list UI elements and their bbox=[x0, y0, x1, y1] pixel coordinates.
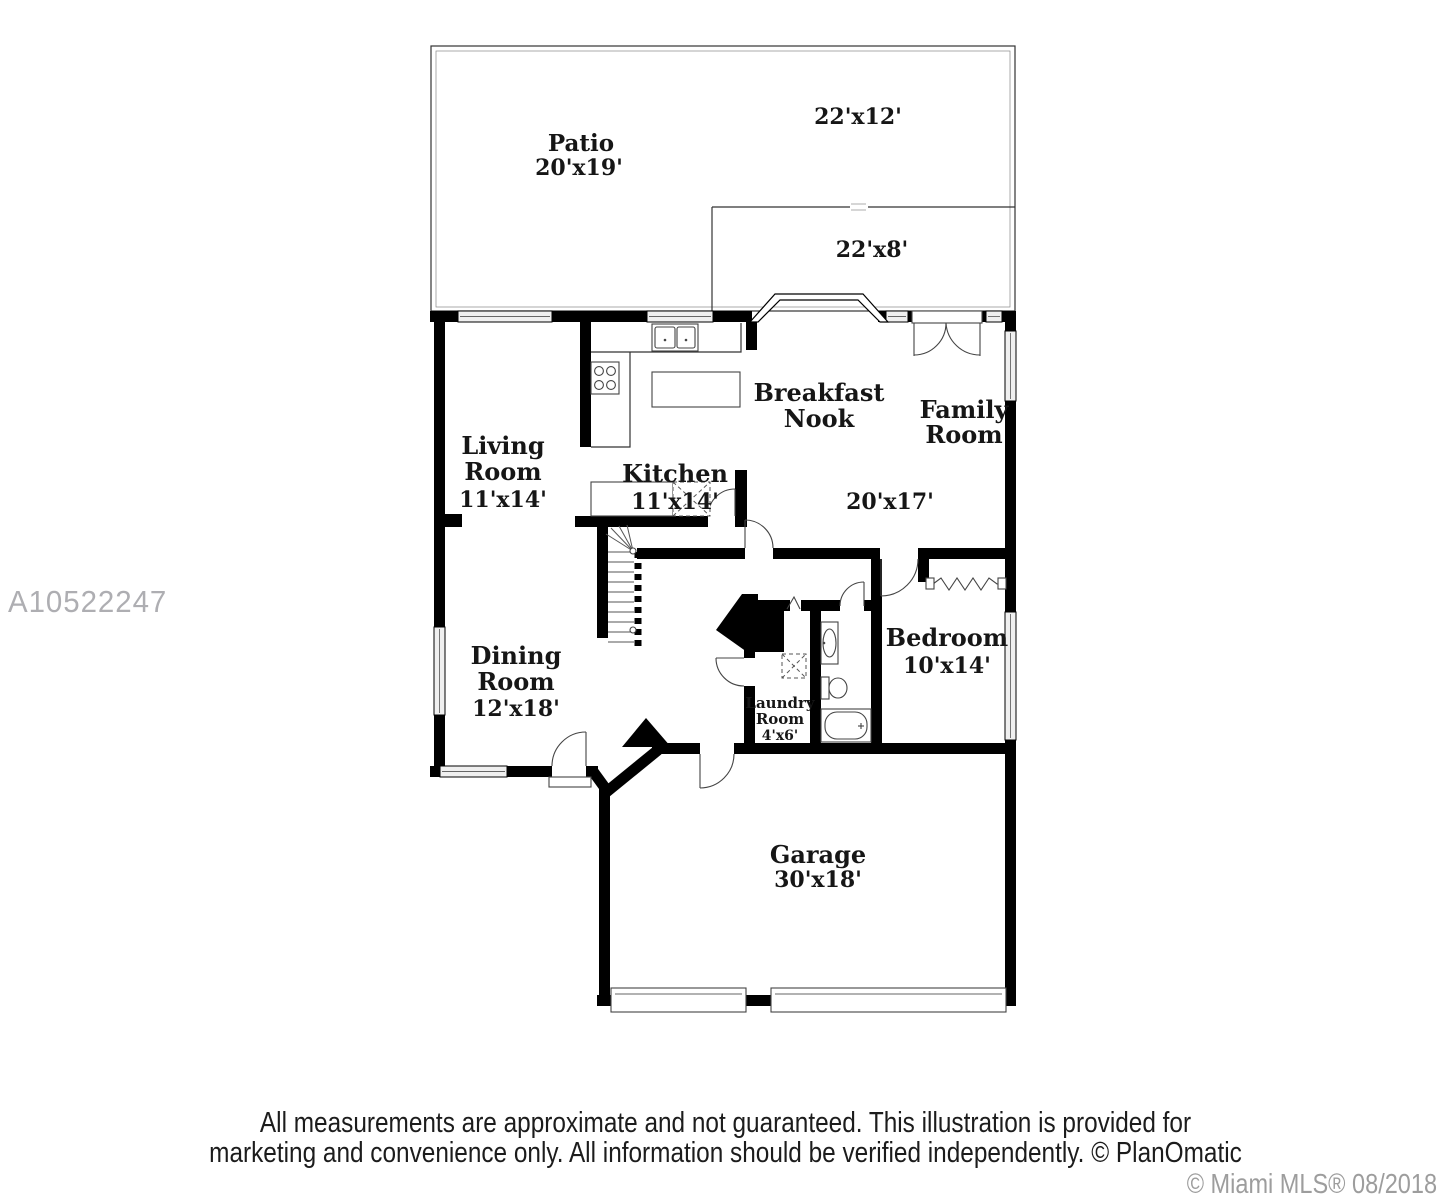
laundry-door bbox=[716, 658, 744, 686]
bedroom-dims: 10'x14' bbox=[903, 653, 991, 679]
family-room-label: Family bbox=[919, 395, 1009, 424]
breakfast-nook-label: Nook bbox=[783, 404, 855, 433]
window bbox=[434, 627, 445, 715]
stove bbox=[591, 362, 619, 394]
garage-entry-door bbox=[700, 754, 734, 788]
bedroom-label: Bedroom bbox=[885, 623, 1009, 652]
bathroom-sink bbox=[821, 622, 838, 664]
living-room-dims: 11'x14' bbox=[459, 487, 547, 513]
garage-dims: 30'x18' bbox=[774, 867, 862, 893]
toilet bbox=[821, 677, 847, 699]
garage-label: Garage bbox=[769, 840, 867, 869]
disclaimer-line1: All measurements are approximate and not guaranteed. This illustration is provided for bbox=[259, 1107, 1192, 1139]
fireplace bbox=[716, 594, 784, 652]
window bbox=[986, 311, 1002, 322]
french-doors bbox=[912, 311, 982, 356]
window bbox=[458, 311, 552, 322]
kitchen-label: Kitchen bbox=[622, 459, 728, 488]
bathtub bbox=[821, 709, 871, 742]
disclaimer-line2: marketing and convenience only. All information should be verified independently. © PlanOmatic bbox=[209, 1137, 1242, 1169]
garage-door bbox=[771, 988, 1006, 1012]
living-room-label: Living bbox=[461, 431, 545, 460]
breakfast-nook-label: Breakfast bbox=[753, 378, 885, 407]
window bbox=[647, 311, 713, 322]
disclaimer-text bbox=[116, 1108, 1335, 1168]
great-area-dims: 20'x17' bbox=[846, 489, 934, 515]
patio-lower-dims: 22'x8' bbox=[835, 237, 909, 263]
family-room-label: Room bbox=[925, 420, 1003, 449]
window bbox=[1005, 331, 1016, 401]
laundry-room-label: Laundry bbox=[745, 694, 815, 712]
dining-room-dims: 12'x18' bbox=[472, 696, 560, 722]
bay-window bbox=[750, 294, 888, 322]
patio-upper-dims: 22'x12' bbox=[814, 104, 902, 130]
hall-door bbox=[745, 520, 773, 548]
laundry-room-dims: 4'x6' bbox=[761, 728, 799, 744]
window bbox=[440, 766, 507, 777]
bathroom-door bbox=[840, 582, 864, 606]
mls-watermark: A10522247 bbox=[8, 584, 168, 619]
kitchen-dims: 11'x14' bbox=[631, 489, 719, 515]
dining-room-label: Room bbox=[477, 667, 555, 696]
washer-dryer bbox=[782, 654, 806, 678]
entry-corner bbox=[622, 718, 671, 747]
garage-door bbox=[611, 988, 746, 1012]
patio-dims: 20'x19' bbox=[535, 155, 623, 181]
garage-doors bbox=[611, 988, 1006, 1012]
staircase bbox=[606, 525, 638, 646]
living-room-label: Room bbox=[464, 457, 542, 486]
kitchen-island bbox=[652, 372, 740, 407]
laundry-fixtures bbox=[782, 654, 806, 678]
mls-credit: © Miami MLS® 08/2018 bbox=[1186, 1168, 1437, 1199]
laundry-room-label: Room bbox=[755, 710, 805, 728]
patio-label: Patio bbox=[547, 130, 615, 157]
dining-room-label: Dining bbox=[470, 641, 562, 670]
front-door bbox=[549, 732, 591, 787]
bedroom-closet bbox=[926, 578, 1006, 590]
bathroom-fixtures bbox=[821, 622, 871, 742]
bedroom-door bbox=[881, 559, 918, 596]
kitchen-sink bbox=[652, 324, 698, 351]
window bbox=[886, 311, 908, 322]
patio-outline bbox=[431, 46, 1015, 311]
